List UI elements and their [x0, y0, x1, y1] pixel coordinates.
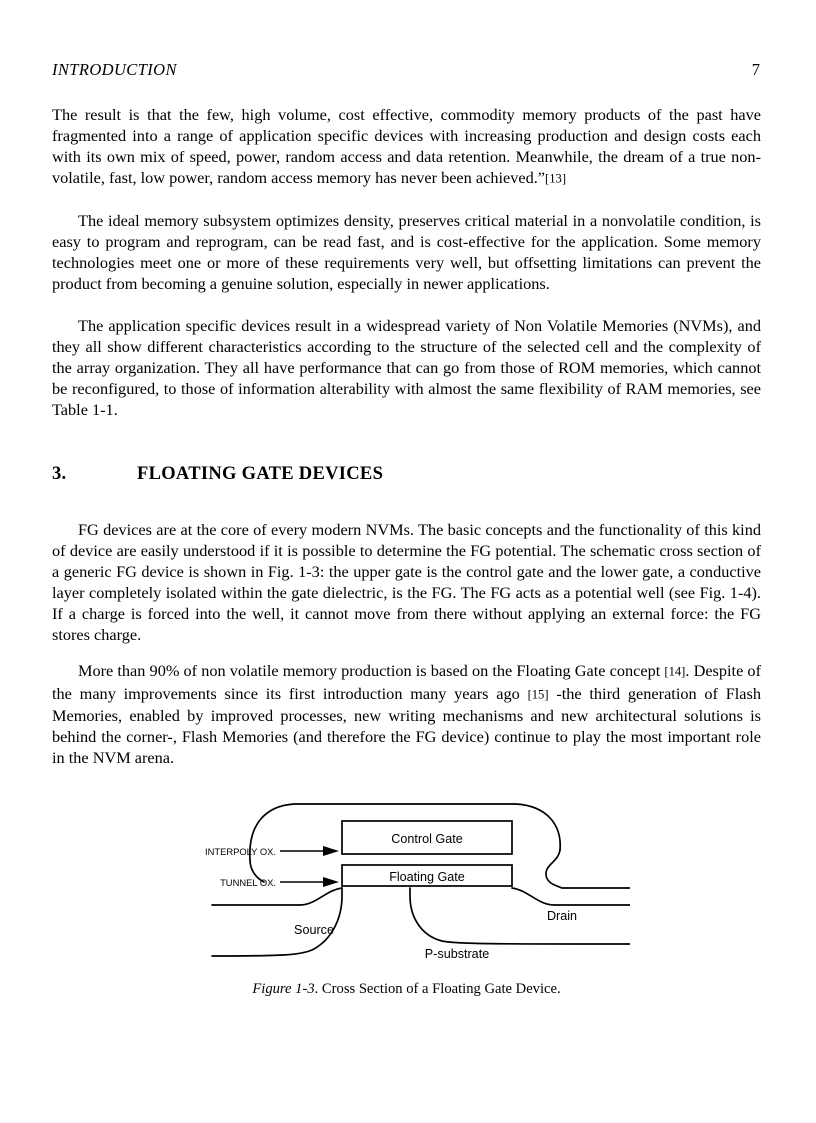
section-title: FLOATING GATE DEVICES: [137, 464, 384, 484]
section-number: 3.: [52, 464, 67, 484]
paragraph-5-text-b: . Despite of the many improvements since its first introduction many years ago: [52, 661, 761, 703]
figure-label-drain: Drain: [546, 909, 578, 923]
figure-caption: [52, 981, 761, 998]
paragraph-5-text-c: -the third generation of Flash Memories, enabled by improved processes, new writing mechanisms and new architectural solutions is behind the corner-, Flash Memories (and therefore the FG device) continue to play the most important role in the NVM arena.: [52, 683, 761, 768]
figure-label-source: Source: [294, 923, 334, 937]
paragraph-5-text-a: More than 90% of non volatile memory production is based on the Floating Gate concept: [78, 661, 665, 680]
paragraph-2: The ideal memory subsystem optimizes density, preserves critical material in a nonvolatile condition, is easy to program and reprogram, can be read fast, and is cost-effective for the application. Some memory technologies meet one or more of these requirements very well, but offsetting limitations can prevent the product from becoming a genuine solution, especially in newer applications.: [52, 211, 761, 294]
figure-label-p-substrate: P-substrate: [424, 947, 490, 961]
page-number: 7: [751, 60, 760, 79]
citation-15: [15]: [527, 687, 549, 702]
figure-label-control-gate: Control Gate: [391, 832, 463, 846]
paragraph-3: The application specific devices result in a widespread variety of Non Volatile Memories (NVMs), and they all show different characteristics according to the structure of the selected cell and the complexity of the array organization. They all have performance that can go from those of ROM memories, which cannot be reconfigured, to those of information alterability with almost the same flexibility of RAM memories, see Table 1-1.: [52, 316, 761, 420]
running-head: [52, 60, 760, 82]
figure-caption-number: Figure 1-3: [252, 981, 315, 997]
figure-label-floating-gate: Floating Gate: [389, 870, 465, 884]
paragraph-1: [52, 104, 761, 190]
figure-caption-text: . Cross Section of a Floating Gate Device.: [314, 981, 561, 997]
figure-1-3-diagram: [190, 778, 630, 983]
paragraph-4: FG devices are at the core of every modern NVMs. The basic concepts and the functionality of this kind of device are easily understood if it is possible to determine the FG potential. The schematic cross section of a generic FG device is shown in Fig. 1-3: the upper gate is the control gate and the lower gate, a conductive layer completely isolated within the gate dielectric, is the FG. The FG acts as a potential well (see Fig. 1-4). If a charge is forced into the well, it cannot move from there without applying an external force: the FG stores charge.: [52, 520, 761, 645]
figure-label-interpoly-ox: INTERPOLY OX.: [204, 846, 276, 857]
paragraph-1-text: The result is that the few, high volume, cost effective, commodity memory products of the past have fragmented into a range of application specific devices with increasing production and design costs each with its own mix of speed, power, random access and data retention. Meanwhile, the dream of a true non-volatile, fast, low power, random access memory has never been achieved.”: [52, 105, 761, 188]
paragraph-5: [52, 660, 761, 768]
citation-13: [13]: [545, 171, 567, 186]
running-head-title: INTRODUCTION: [52, 60, 177, 79]
figure-label-tunnel-ox: TUNNEL OX.: [220, 877, 276, 888]
citation-14: [14]: [664, 664, 686, 679]
section-heading: [52, 464, 761, 485]
